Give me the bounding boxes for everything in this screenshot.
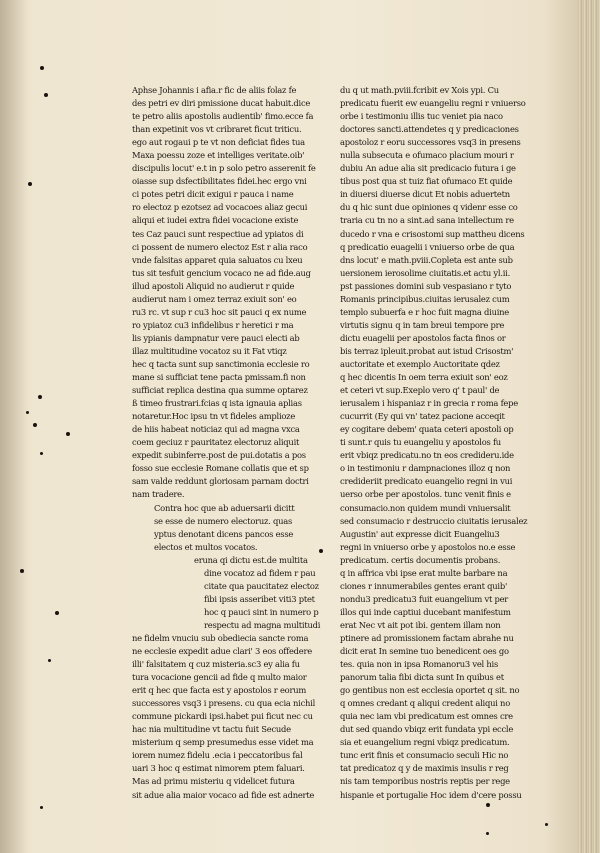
gutter-shadow [0, 0, 28, 853]
text-line: tunc erit finis et consumacio seculi Hic no [340, 750, 509, 761]
worm-hole [40, 806, 43, 809]
left-text-column [132, 84, 324, 802]
text-line: ducedo r vna e crisostomi sup mattheu dicens [340, 228, 525, 239]
worm-hole [33, 423, 37, 427]
text-line: uerso orbe per apostolos. tunc venit finis e [340, 489, 511, 500]
text-line: in diuersi diuerse dicut Et nobis aduertetn [340, 189, 510, 200]
text-line: sia et euangelium regni vbiqz predicatum. [340, 737, 510, 748]
worm-hole [44, 93, 48, 97]
text-line: than expetinit vos vt cribraret ficut triticu. [132, 124, 302, 135]
text-line: ru3 rc. vt sup r cu3 hoc sit pauci q ex nume [132, 306, 307, 317]
text-line: ierusalem i hispaniaz r in grecia r roma fepe [340, 398, 518, 409]
text-line: hispanie et portugalie Hoc idem d'cere possu [340, 789, 522, 800]
text-line: respectu ad magna multitudi [204, 619, 321, 630]
text-line: consumacio.non quidem mundi vniuersalit [340, 502, 511, 513]
text-line: te petro aliis apostolis audientib' fimo.ecce fa [132, 111, 314, 122]
worm-hole [486, 832, 489, 835]
text-line: fosso sue ecclesie Romane collatis que et sp [132, 463, 309, 474]
text-line: electos et multos vocatos. [154, 541, 258, 552]
text-line: mane si sufficiat tene pacta pmissam.fi non [132, 372, 306, 383]
text-line: Augustin' aut expresse dicit Euangeliu3 [340, 528, 500, 539]
text-line: vnde falsitas apparet quia saluatos cu lxeu [132, 254, 303, 265]
text-line: virtutis signu q in tam breui tempore pre [340, 319, 505, 330]
text-line: iorem numez fidelu .ecia i peccatoribus fal [132, 750, 303, 761]
text-line: ptinere ad promissionem factam abrahe nu [340, 632, 514, 643]
text-line: se esse de numero electoruz. quas [154, 515, 293, 526]
text-line: q hec dicentis In oem terra exiuit son' eoz [340, 372, 508, 383]
text-line: Romanis principibus.ciuitas ierusalez cum [340, 293, 510, 304]
worm-hole [55, 611, 59, 615]
text-line: fibi ipsis asseribet viti3 ptet [204, 593, 315, 604]
text-line: yptus denotant dicens pancos esse [154, 528, 294, 539]
text-line: regni in vniuerso orbe y apostolos no.e esse [340, 541, 516, 552]
text-line: expedit subinferre.post de pui.dotatis a pos [132, 450, 306, 461]
text-line: ci possent de numero electoz Est r alia raco [132, 241, 308, 252]
text-line: sit adue alia maior vocaco ad fide est adnerte [132, 789, 315, 800]
text-line: de hiis habeat noticiaz qui ad magna vxca [132, 424, 300, 435]
text-line: ey cogitare debem' quata ceteri apostoli op [340, 424, 514, 435]
text-line: tura vocacione gencii ad fide q multo maior [132, 672, 307, 683]
text-line: ci potes petri dicit exigui r pauca i name [132, 189, 294, 200]
text-line: quia nec iam vbi predicatum est omnes cre [340, 711, 513, 722]
text-line: nulla subsecuta e ofumaco placium mouri r [340, 150, 514, 161]
text-line: ro electoz p ezotsez ad vocacoes aliaz gecui [132, 202, 308, 213]
text-line: predicatum. certis documentis probans. [340, 554, 501, 565]
text-line: tus sit tesfuit gencium vocaco ne ad fide.aug [132, 267, 311, 278]
worm-hole [66, 432, 70, 436]
text-line: audierut nam i omez terraz exiuit son' eo [132, 293, 297, 304]
text-line: oiasse sup dsfectibilitates fidei.hec ergo vni [132, 176, 307, 187]
text-line: aliqui et iudei extra fidei vocacione existe [132, 215, 299, 226]
text-line: nis tam temporibus nostris reptis per rege [340, 776, 510, 787]
worm-hole [26, 411, 29, 414]
text-line: dictu euagelii per apostolos facta finos or [340, 332, 506, 343]
text-line: ti sunt.r quis tu euangeliu y apostolos fu [340, 437, 501, 448]
text-line: nondu3 predicatu3 fuit euangelium vt per [340, 593, 509, 604]
text-line: q omnes credant q aliqui credent aliqui no [340, 698, 510, 709]
text-line: doctores sancti.attendetes q y predicaciones [340, 124, 519, 135]
text-line: predicatu fuerit ew euangeliu regni r vniuerso [340, 98, 526, 109]
text-line: credideriit predicato euangelio regni in vui [340, 476, 513, 487]
text-line: tat predicatoz q y de maximis insulis r reg [340, 763, 509, 774]
worm-hole [319, 549, 323, 553]
text-line: successores vsq3 i presens. cu qua ecia nichil [132, 698, 316, 709]
text-line: dicit erat In semine tuo benedicent oes go [340, 646, 509, 657]
text-line: sam valde reddunt gloriosam parnam doctri [132, 476, 309, 487]
text-line: cucurrit (Ey qui vn' tatez pacione acceqit [340, 411, 505, 422]
text-line: Aphse Johannis i afia.r fic de aliis folaz fe [132, 85, 297, 95]
text-line: dubiu An adue alia sit predicacio futura i ge [340, 163, 516, 174]
text-line: eruna qi dictu est.de multita [194, 554, 308, 565]
text-line: go gentibus non est ecclesia oportet q sit. no [340, 685, 520, 696]
text-line: dns locut' e math.pviii.Copleta est ante sub [340, 254, 513, 265]
text-line: erit vbiqz predicatu.no tn eos credideru.ide [340, 450, 514, 461]
text-line: ego aut rogaui p te vt non deficiat fides tua [132, 137, 305, 148]
text-line: notaretur.Hoc ipsu tn vt fideles amplioze [132, 411, 296, 422]
text-line: ne ecclesie expedit adue clari' 3 eos offedere [132, 646, 312, 657]
text-line: lis ypianis dampnatur vere pauci electi ab [132, 332, 300, 343]
text-line: panorum talia fibi dicta sunt In quibus et [340, 672, 504, 683]
text-line: ß timeo frustrari.fcias q ista ignauia aplias [132, 398, 302, 409]
text-line: sufficiat replica destina qua summe optarez [132, 385, 308, 396]
text-line: pst passiones domini sub vespasiano r tyto [340, 280, 512, 291]
text-line: du q ut math.pviii.fcribit ev Xois ypi. Cu [340, 85, 499, 95]
text-line: illi' falsitatem q cuz misteria.sc3 ey alia fu [132, 659, 300, 670]
text-line: illaz multitudine vocatoz su it Fat vtiqz [132, 345, 287, 356]
worm-hole [40, 66, 44, 70]
text-line: dut sed quando vbiqz erit fundata ypi eccle [340, 724, 514, 735]
text-line: apostoloz r eoru successores vsq3 in presens [340, 137, 521, 148]
text-line: discipulis locut' e.t in p solo petro asserenit fe [132, 163, 316, 174]
text-line: o in testimoniu r dampnaciones illoz q non [340, 463, 511, 474]
worm-hole [40, 452, 43, 455]
text-line: ro ypiatoz cu3 infidelibus r heretici r ma [132, 319, 294, 330]
worm-hole [20, 569, 24, 573]
text-line: templo subuerfa e r hoc fuit magna diuine [340, 306, 509, 317]
right-text-column [340, 84, 536, 802]
worm-hole [545, 823, 548, 826]
text-line: hec q tacta sunt sup sanctimonia ecclesie ro [132, 358, 310, 369]
text-line: uari 3 hoc q estimat nimorem ptem faluari. [132, 763, 305, 774]
text-line: sed consumacio r destruccio ciuitatis ierusalez [340, 515, 528, 526]
text-line: illud apostoli Aliquid no audierut r quide [132, 280, 295, 291]
text-line: hac nia multitudine vt tactu fuit Secude [132, 724, 291, 735]
page-fore-edge [578, 0, 600, 853]
text-line: auctoritate et exemplo Auctoritate qdez [340, 358, 500, 369]
text-line: q in affrica vbi ipse erat multe barbare na [340, 567, 508, 578]
text-line: nam tradere. [132, 489, 185, 500]
text-line: bis terraz ipleuit.probat aut istud Crisostm' [340, 345, 514, 356]
text-line: misterium q semp presumedus esse videt ma [132, 737, 314, 748]
worm-hole [28, 182, 32, 186]
text-line: et ceteri vt sup.Exeplo vero q' t paul' de [340, 385, 500, 396]
text-line: tes. quia non in ipsa Romanoru3 vel his [340, 659, 499, 670]
text-line: Maxa poessu zoze et intelliges veritate.oib' [132, 150, 305, 161]
text-line: orbe i testimoniu illis tuc veniet pia naco [340, 111, 503, 122]
text-line: traria cu tn no a sint.ad sana intellectum re [340, 215, 514, 226]
text-line: commune pickardi ipsi.habet pui ficut nec cu [132, 711, 313, 722]
text-line: illos qui inde captiui ducebant manifestum [340, 606, 511, 617]
worm-hole [486, 803, 490, 807]
text-line: dine vocatoz ad fidem r pau [204, 567, 316, 578]
text-line: Mas ad primu misteriu q videlicet futura [132, 776, 295, 787]
text-line: tibus post qua st tuiz fiat ofumaco Et quide [340, 176, 513, 187]
text-line: citate qua paucitatez electoz [204, 580, 319, 591]
text-line: erat Nec vt ait pot ibi. gentem illam non [340, 619, 501, 630]
worm-hole [48, 659, 51, 662]
text-line: tes Caz pauci sunt respectiue ad ypiatos di [132, 228, 304, 239]
text-line: des petri ev diri pmissione ducat habuit.dice [132, 98, 311, 109]
text-line: ne fidelm vnuciu sub obediecia sancte roma [132, 632, 309, 643]
text-line: coem geciuz r pauritatez electoruz aliquit [132, 437, 300, 448]
worm-hole [38, 395, 42, 399]
text-line: uersionem ierosolime ciuitatis.et actu yl.ii. [340, 267, 510, 278]
text-line: ciones r innumerabiles gentes erant quib' [340, 580, 507, 591]
text-line: Contra hoc que ab aduersarii dicitt [154, 502, 295, 513]
text-line: du q hic sunt due opiniones q videnr esse co [340, 202, 518, 213]
text-line: hoc q pauci sint in numero p [204, 606, 319, 617]
text-line: q predicatio euagelii i vniuerso orbe de qua [340, 241, 515, 252]
text-line: erit q hec que facta est y apostolos r eorum [132, 685, 307, 696]
